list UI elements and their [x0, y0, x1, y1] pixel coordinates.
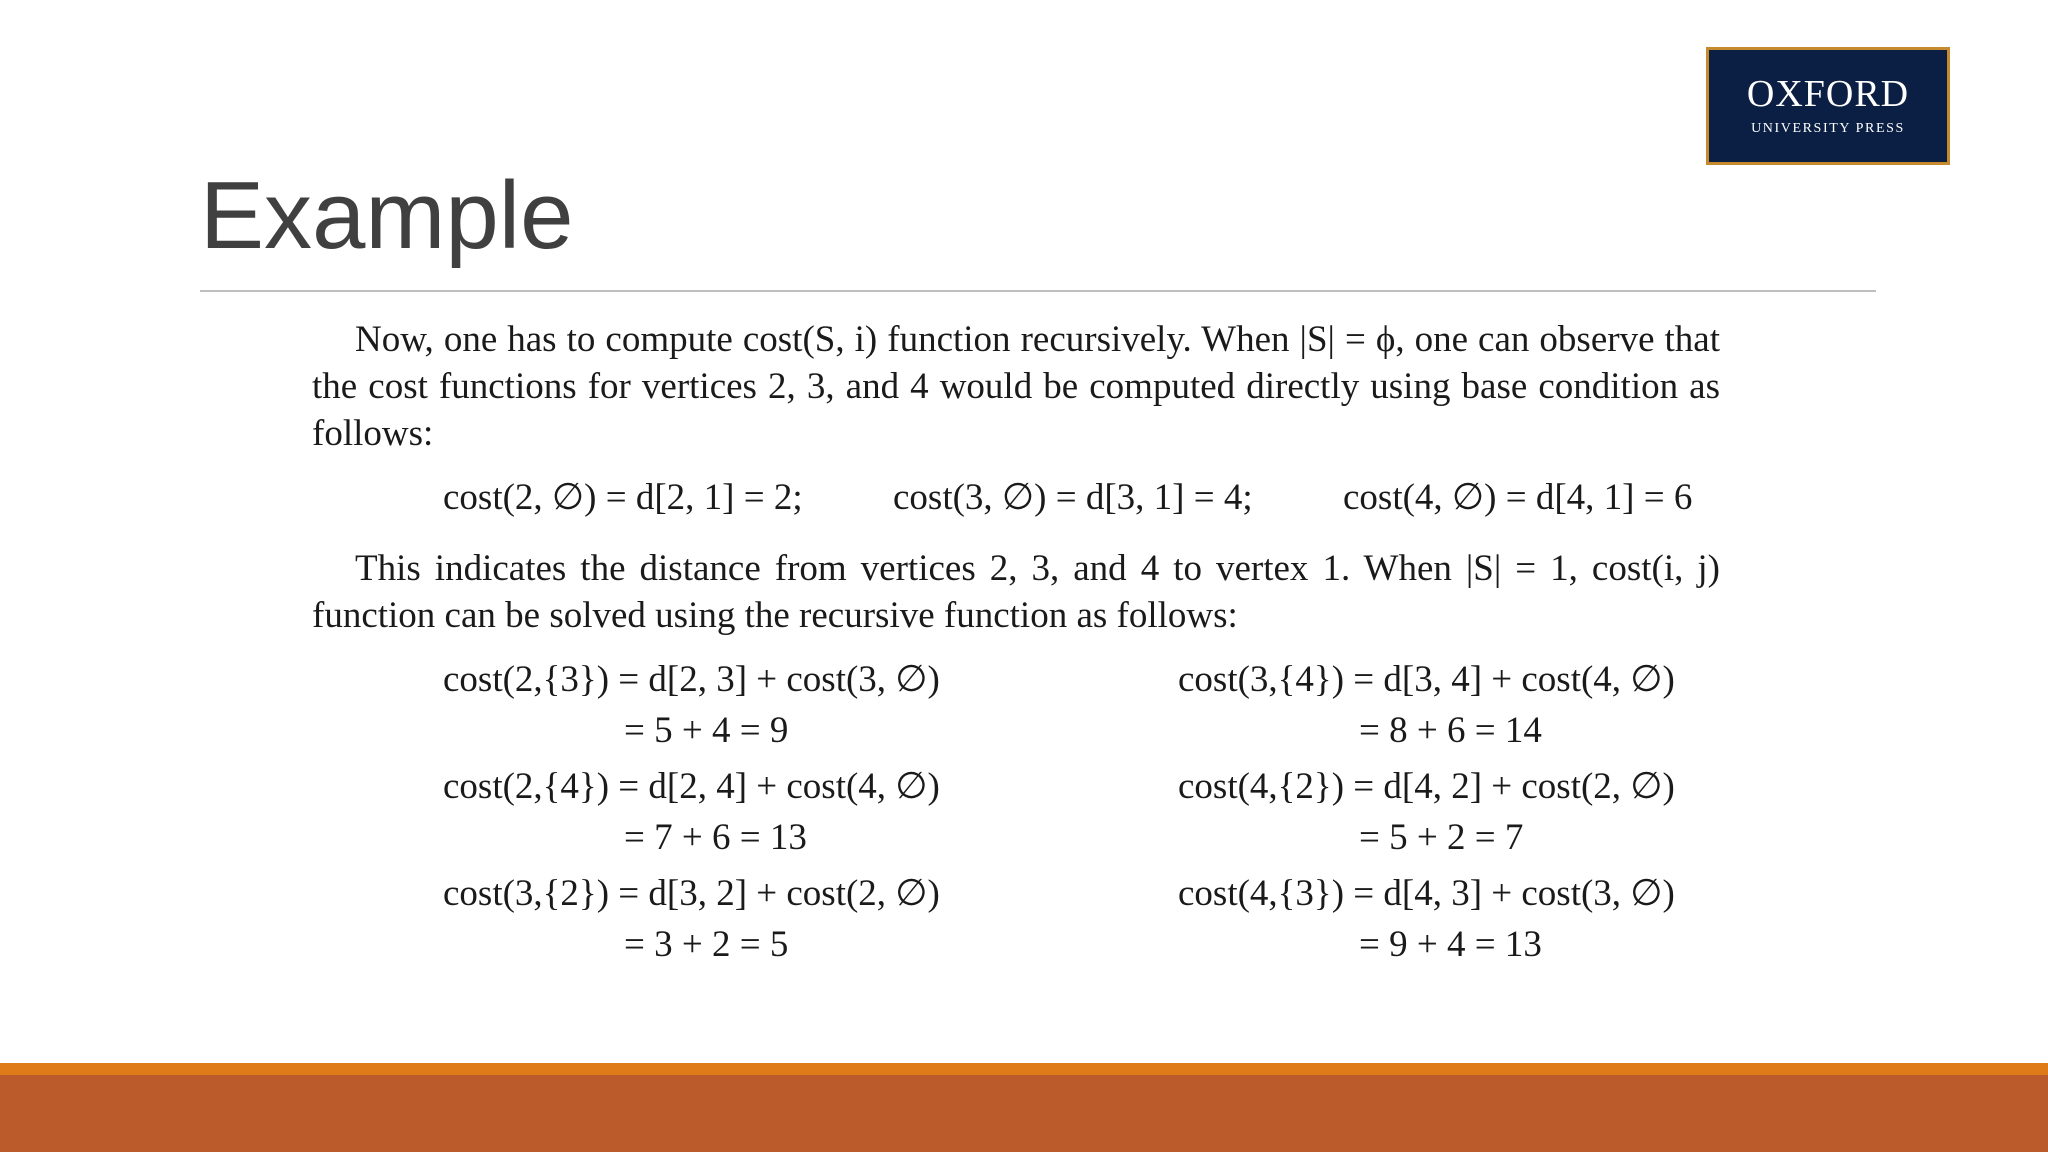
base-condition-4: cost(4, ∅) = d[4, 1] = 6 — [1343, 477, 1693, 518]
slide-title: Example — [200, 162, 574, 269]
title-divider — [200, 290, 1876, 292]
equation-rhs: = 3 + 2 = 5 — [624, 924, 789, 965]
intro-paragraph: Now, one has to compute cost(S, i) function recursively. When |S| = ϕ, one can observe that the cost functions for vertices 2, 3, and 4 would be computed directly using base condition as follows: — [312, 319, 1720, 454]
equation-rhs: = 7 + 6 = 13 — [624, 817, 807, 858]
logo-wordmark: OXFORD — [1746, 73, 1910, 115]
equation-rhs: = 9 + 4 = 13 — [1359, 924, 1542, 965]
equation-lhs: cost(4,{3}) = d[4, 3] + cost(3, ∅) — [1178, 873, 1675, 914]
equation-lhs: cost(2,{4}) = d[2, 4] + cost(4, ∅) — [443, 766, 940, 807]
equation-rhs: = 8 + 6 = 14 — [1359, 710, 1542, 751]
equation-lhs: cost(3,{2}) = d[3, 2] + cost(2, ∅) — [443, 873, 940, 914]
logo-subtitle: UNIVERSITY PRESS — [1751, 121, 1905, 136]
equation-rhs: = 5 + 4 = 9 — [624, 710, 789, 751]
equation-lhs: cost(3,{4}) = d[3, 4] + cost(4, ∅) — [1178, 659, 1675, 700]
equation-lhs: cost(4,{2}) = d[4, 2] + cost(2, ∅) — [1178, 766, 1675, 807]
equation-lhs: cost(2,{3}) = d[2, 3] + cost(3, ∅) — [443, 659, 940, 700]
explanation-paragraph: This indicates the distance from vertices 2, 3, and 4 to vertex 1. When |S| = 1, cost(i, j) function can be solved using the recursive function as follows: — [312, 548, 1720, 636]
oxford-university-press-logo — [1706, 47, 1950, 165]
equation-rhs: = 5 + 2 = 7 — [1359, 817, 1524, 858]
footer-accent-line — [0, 1063, 2048, 1075]
base-condition-3: cost(3, ∅) = d[3, 1] = 4; — [893, 477, 1253, 518]
base-condition-2: cost(2, ∅) = d[2, 1] = 2; — [443, 477, 803, 518]
footer-band — [0, 1075, 2048, 1152]
